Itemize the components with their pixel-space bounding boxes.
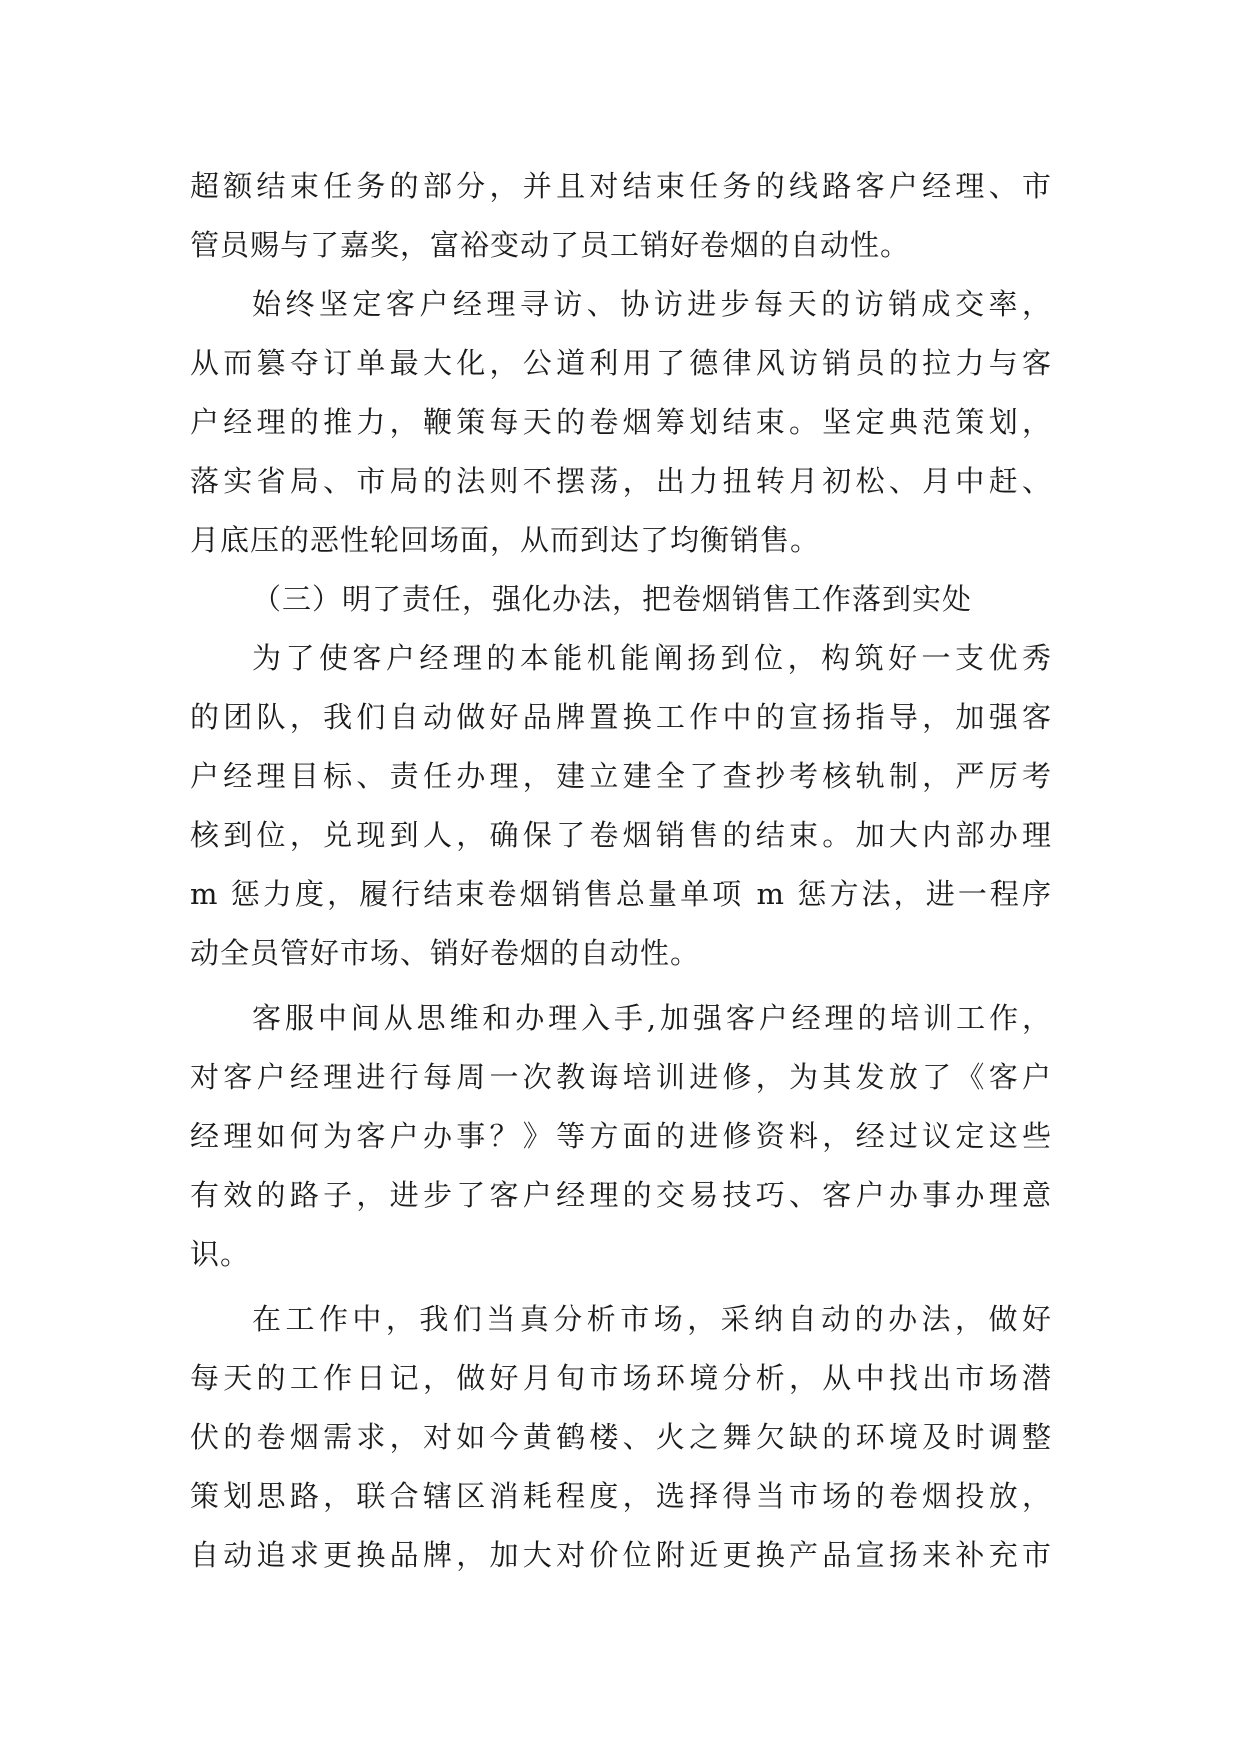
paragraph — [190, 629, 1052, 983]
text-line: 对客户经理进行每周一次教诲培训进修，为其发放了《客户 — [190, 1060, 1052, 1094]
text-line: 户经理的推力，鞭策每天的卷烟筹划结束。坚定典范策划， — [190, 405, 1052, 439]
paragraph — [190, 157, 1052, 275]
text-line: 为了使客户经理的本能机能阐扬到位，构筑好一支优秀 — [252, 641, 1052, 675]
text-line: 识。 — [190, 1237, 251, 1271]
heading-line: （三）明了责任，强化办法，把卷烟销售工作落到实处 — [252, 582, 973, 616]
text-line: 核到位，兑现到人，确保了卷烟销售的结束。加大内部办理 — [190, 818, 1052, 852]
text-line: 动全员管好市场、销好卷烟的自动性。 — [190, 936, 701, 970]
text-line: 在工作中，我们当真分析市场，采纳自动的办法，做好 — [252, 1302, 1052, 1336]
text-line: 户经理目标、责任办理，建立建全了查抄考核轨制，严厉考 — [190, 759, 1052, 793]
text-line: 从而篡夺订单最大化，公道利用了德律风访销员的拉力与客 — [190, 346, 1052, 380]
text-line: 自动追求更换品牌，加大对价位附近更换产品宣扬来补充市 — [190, 1538, 1052, 1572]
text-line: 的团队，我们自动做好品牌置换工作中的宣扬指导，加强客 — [190, 700, 1052, 734]
text-line: 落实省局、市局的法则不摆荡，出力扭转月初松、月中赶、 — [190, 464, 1052, 498]
paragraph — [190, 989, 1052, 1284]
text-line: 客服中间从思维和办理入手,加强客户经理的培训工作， — [252, 1001, 1052, 1035]
document-body — [190, 157, 1052, 1585]
text-line: m 惩力度，履行结束卷烟销售总量单项 m 惩方法，进一程序 — [190, 877, 1052, 911]
text-line: 经理如何为客户办事？》等方面的进修资料，经过议定这些 — [190, 1119, 1052, 1153]
text-line: 始终坚定客户经理寻访、协访进步每天的访销成交率， — [252, 287, 1052, 321]
text-line: 策划思路，联合辖区消耗程度，选择得当市场的卷烟投放， — [190, 1479, 1052, 1513]
text-line: 有效的路子，进步了客户经理的交易技巧、客户办事办理意 — [190, 1178, 1052, 1212]
paragraph — [190, 1290, 1052, 1585]
text-line: 月底压的恶性轮回场面，从而到达了均衡销售。 — [190, 523, 821, 557]
text-line: 超额结束任务的部分，并且对结束任务的线路客户经理、市 — [190, 169, 1052, 203]
text-line: 伏的卷烟需求，对如今黄鹤楼、火之舞欠缺的环境及时调整 — [190, 1420, 1052, 1454]
section-heading — [190, 570, 1052, 629]
text-line: 管员赐与了嘉奖，富裕变动了员工销好卷烟的自动性。 — [190, 228, 911, 262]
text-line: 每天的工作日记，做好月旬市场环境分析，从中找出市场潜 — [190, 1361, 1052, 1395]
paragraph — [190, 275, 1052, 570]
